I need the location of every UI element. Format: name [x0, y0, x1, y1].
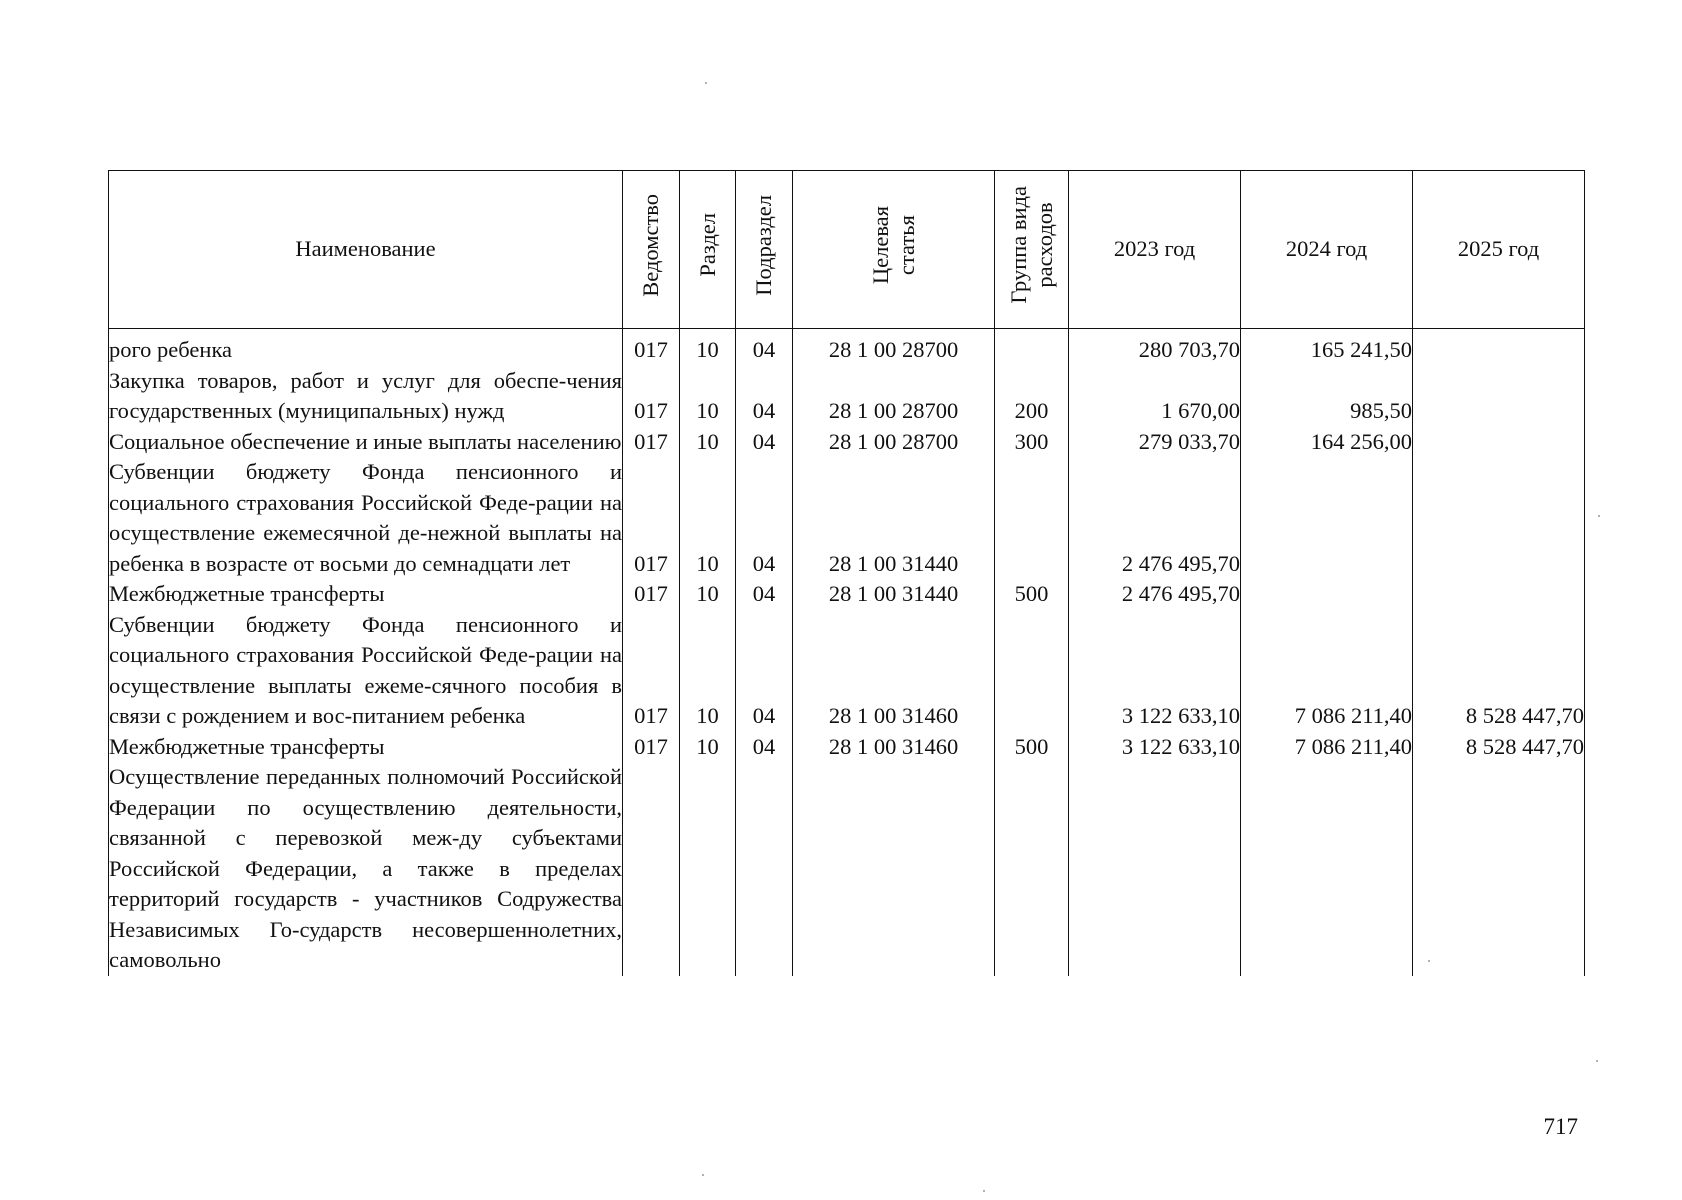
- row-expense-group: 500: [995, 579, 1069, 610]
- row-name: Осуществление переданных полномочий Российской Федерации по осуществлению деятельности, связанной с перевозкой меж-ду субъектами Российской Федерации, а также в пределах территорий государств - участников Содружества Независимых Го-сударств несовершеннолетних, самовольно: [109, 762, 623, 976]
- table-row: [109, 732, 1585, 763]
- row-subsection: 04: [736, 610, 793, 732]
- row-expense-group: 300: [995, 427, 1069, 458]
- row-target-article: 28 1 00 31440: [793, 457, 995, 579]
- table-row: [109, 457, 1585, 579]
- row-subsection: [736, 762, 793, 976]
- table-row: [109, 366, 1585, 427]
- row-2025: [1413, 427, 1585, 458]
- row-subsection: 04: [736, 579, 793, 610]
- row-name: Межбюджетные трансферты: [109, 579, 623, 610]
- header-subsection: Подраздел: [736, 171, 793, 329]
- row-subsection: 04: [736, 457, 793, 579]
- row-2023: [1069, 762, 1241, 976]
- row-2024: 7 086 211,40: [1241, 732, 1413, 763]
- row-department: 017: [623, 579, 680, 610]
- header-2025: 2025 год: [1413, 171, 1585, 329]
- row-2024: [1241, 762, 1413, 976]
- row-2025: [1413, 579, 1585, 610]
- row-target-article: 28 1 00 28700: [793, 329, 995, 366]
- row-target-article: [793, 762, 995, 976]
- row-2024: [1241, 457, 1413, 579]
- row-name: Субвенции бюджету Фонда пенсионного и социального страхования Российской Феде-рации на осуществление выплаты ежеме-сячного пособия в связи с рождением и вос-питанием ребенка: [109, 610, 623, 732]
- row-2023: 3 122 633,10: [1069, 732, 1241, 763]
- row-section: 10: [680, 732, 736, 763]
- row-subsection: 04: [736, 366, 793, 427]
- scan-speck: [702, 1174, 704, 1176]
- row-2024: 165 241,50: [1241, 329, 1413, 366]
- row-2024: 985,50: [1241, 366, 1413, 427]
- table-header-row: [109, 171, 1585, 329]
- row-subsection: 04: [736, 732, 793, 763]
- scan-speck: [705, 82, 707, 84]
- header-section: Раздел: [680, 171, 736, 329]
- row-section: 10: [680, 366, 736, 427]
- scan-speck: [983, 1190, 985, 1192]
- row-subsection: 04: [736, 329, 793, 366]
- scan-speck: [1596, 1060, 1598, 1062]
- row-target-article: 28 1 00 31440: [793, 579, 995, 610]
- row-subsection: 04: [736, 427, 793, 458]
- row-department: 017: [623, 329, 680, 366]
- row-name: рого ребенка: [109, 329, 623, 366]
- row-expense-group: [995, 610, 1069, 732]
- row-target-article: 28 1 00 31460: [793, 610, 995, 732]
- row-2025: [1413, 329, 1585, 366]
- row-target-article: 28 1 00 28700: [793, 427, 995, 458]
- row-target-article: 28 1 00 28700: [793, 366, 995, 427]
- row-2024: 164 256,00: [1241, 427, 1413, 458]
- row-2023: 1 670,00: [1069, 366, 1241, 427]
- row-2023: 280 703,70: [1069, 329, 1241, 366]
- table-body: [109, 329, 1585, 976]
- row-expense-group: [995, 762, 1069, 976]
- row-2023: 3 122 633,10: [1069, 610, 1241, 732]
- row-section: 10: [680, 610, 736, 732]
- row-2023: 2 476 495,70: [1069, 579, 1241, 610]
- table-row: [109, 762, 1585, 976]
- table-row: [109, 427, 1585, 458]
- row-expense-group: 200: [995, 366, 1069, 427]
- budget-table: [108, 170, 1585, 976]
- header-2024: 2024 год: [1241, 171, 1413, 329]
- row-name: Закупка товаров, работ и услуг для обеспе-чения государственных (муниципальных) нужд: [109, 366, 623, 427]
- row-section: 10: [680, 579, 736, 610]
- row-2025: [1413, 457, 1585, 579]
- header-expense-group: Группа вида расходов: [995, 171, 1069, 329]
- header-target-article: Целевая статья: [793, 171, 995, 329]
- page-number: 717: [1543, 1114, 1578, 1139]
- row-expense-group: [995, 457, 1069, 579]
- row-2024: 7 086 211,40: [1241, 610, 1413, 732]
- row-2023: 279 033,70: [1069, 427, 1241, 458]
- row-department: 017: [623, 732, 680, 763]
- table-row: [109, 610, 1585, 732]
- row-department: 017: [623, 457, 680, 579]
- header-2023: 2023 год: [1069, 171, 1241, 329]
- row-department: 017: [623, 366, 680, 427]
- scan-speck: [1428, 960, 1430, 962]
- row-target-article: 28 1 00 31460: [793, 732, 995, 763]
- row-2025: 8 528 447,70: [1413, 732, 1585, 763]
- row-2025: [1413, 366, 1585, 427]
- row-name: Межбюджетные трансферты: [109, 732, 623, 763]
- row-section: 10: [680, 329, 736, 366]
- row-name: Социальное обеспечение и иные выплаты населению: [109, 427, 623, 458]
- row-section: [680, 762, 736, 976]
- row-section: 10: [680, 427, 736, 458]
- scan-speck: [1598, 515, 1600, 517]
- row-section: 10: [680, 457, 736, 579]
- row-2025: 8 528 447,70: [1413, 610, 1585, 732]
- row-department: 017: [623, 610, 680, 732]
- table-row: [109, 329, 1585, 366]
- row-2025: [1413, 762, 1585, 976]
- row-expense-group: [995, 329, 1069, 366]
- row-name: Субвенции бюджету Фонда пенсионного и социального страхования Российской Феде-рации на осуществление ежемесячной де-нежной выплаты на ребенка в возрасте от восьми до семнадцати лет: [109, 457, 623, 579]
- row-department: [623, 762, 680, 976]
- header-department: Ведомство: [623, 171, 680, 329]
- header-name: Наименование: [109, 171, 623, 329]
- table-row: [109, 579, 1585, 610]
- row-2024: [1241, 579, 1413, 610]
- row-department: 017: [623, 427, 680, 458]
- row-expense-group: 500: [995, 732, 1069, 763]
- row-2023: 2 476 495,70: [1069, 457, 1241, 579]
